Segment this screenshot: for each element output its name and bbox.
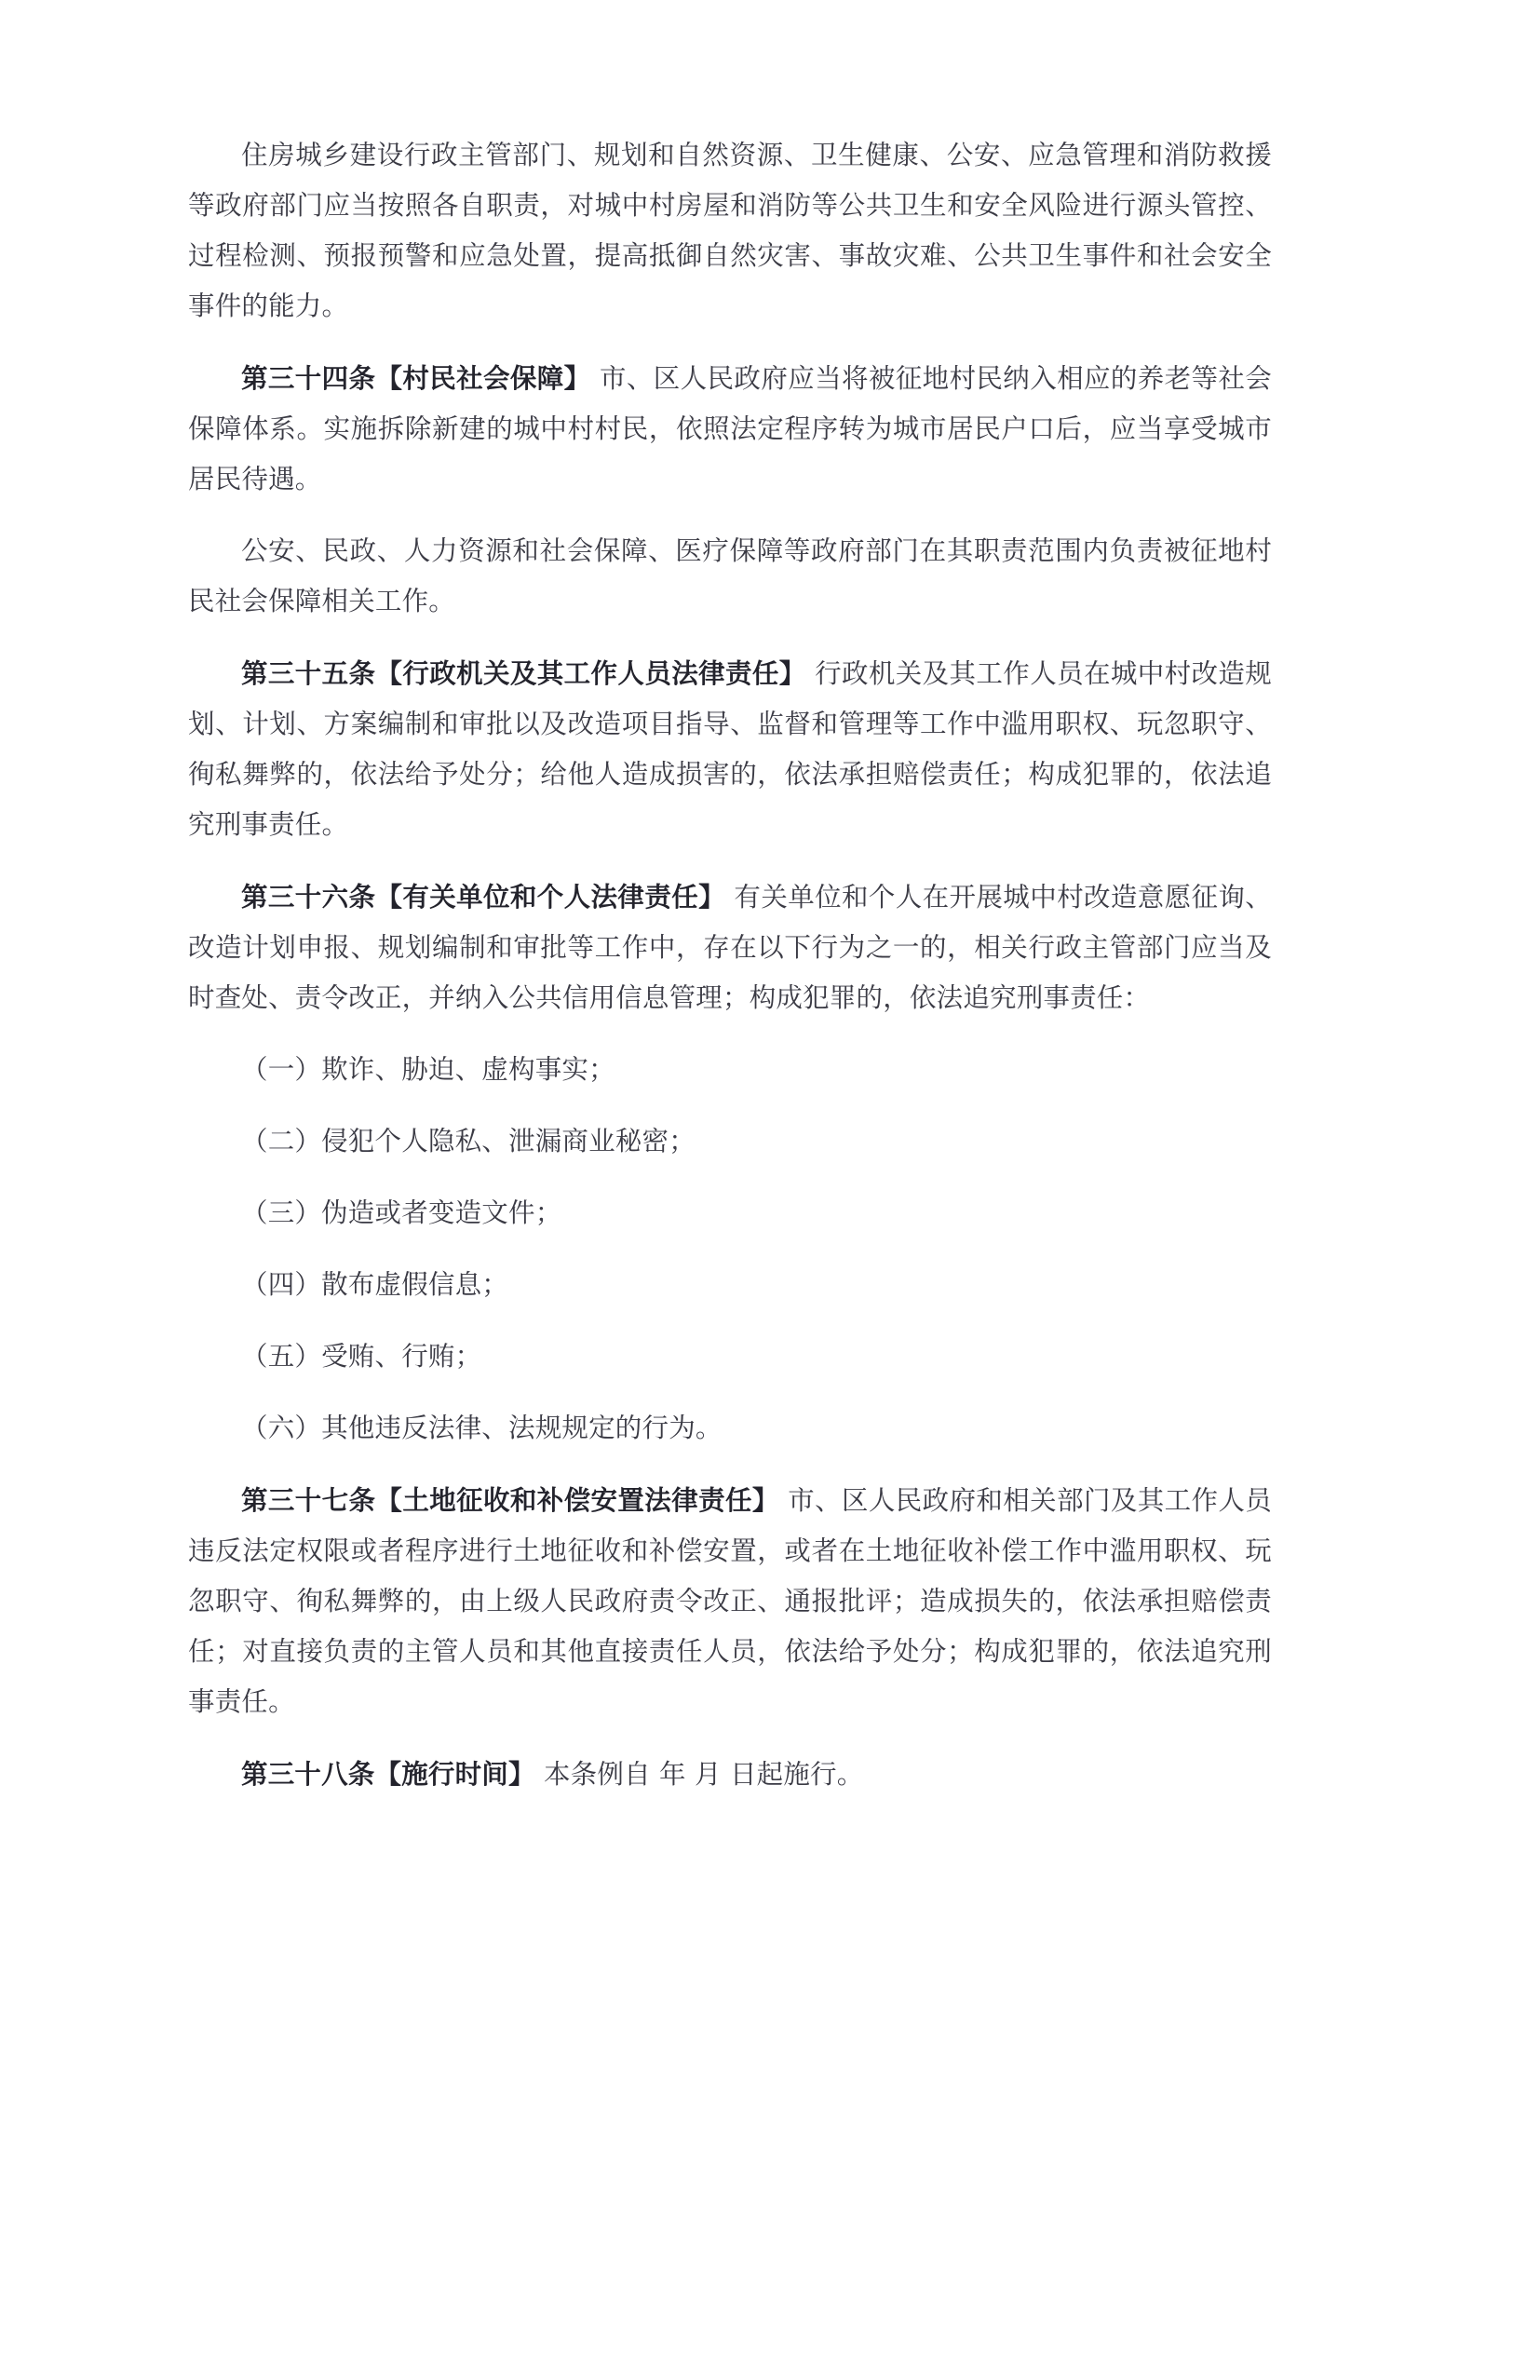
article-37-text: 市、区人民政府和相关部门及其工作人员违反法定权限或者程序进行土地征收和补偿安置，或者在土地征收补偿工作中滥用职权、玩忽职守、徇私舞弊的，由上级人民政府责令改正、通报批评；造成损失的，依法承担赔偿责任；对直接负责的主管人员和其他直接责任人员，依法给予处分；构成犯罪的，依法追究刑事责任。 bbox=[188, 1485, 1272, 1717]
article-38 bbox=[188, 1749, 1272, 1800]
document-body bbox=[188, 130, 1272, 2380]
list-item: （一）欺诈、胁迫、虚构事实； bbox=[241, 1054, 615, 1085]
list-item: （四）散布虚假信息； bbox=[241, 1269, 509, 1300]
article-34-text: 市、区人民政府应当将被征地村民纳入相应的养老等社会保障体系。实施拆除新建的城中村村民，依照法定程序转为城市居民户口后，应当享受城市居民待遇。 bbox=[188, 363, 1272, 494]
paragraph-social-security-departments: 公安、民政、人力资源和社会保障、医疗保障等政府部门在其职责范围内负责被征地村民社会保障相关工作。 bbox=[188, 535, 1272, 616]
article-35 bbox=[188, 648, 1272, 850]
article-38-text: 本条例自 年 月 日起施行。 bbox=[534, 1759, 864, 1790]
article-35-text: 行政机关及其工作人员在城中村改造规划、计划、方案编制和审批以及改造项目指导、监督和管理等工作中滥用职权、玩忽职守、徇私舞弊的，依法给予处分；给他人造成损害的，依法承担赔偿责任；构成犯罪的，依法追究刑事责任。 bbox=[188, 658, 1272, 840]
list-item: （五）受贿、行贿； bbox=[241, 1341, 482, 1372]
article-35-heading: 第三十五条【行政机关及其工作人员法律责任】 bbox=[241, 657, 806, 689]
article-34 bbox=[188, 353, 1272, 505]
paragraph-housing-departments: 住房城乡建设行政主管部门、规划和自然资源、卫生健康、公安、应急管理和消防救援等政府部门应当按照各自职责，对城中村房屋和消防等公共卫生和安全风险进行源头管控、过程检测、预报预警和应急处置，提高抵御自然灾害、事故灾难、公共卫生事件和社会安全事件的能力。 bbox=[188, 140, 1272, 321]
article-36-text: 有关单位和个人在开展城中村改造意愿征询、改造计划申报、规划编制和审批等工作中，存在以下行为之一的，相关行政主管部门应当及时查处、责令改正，并纳入公共信用信息管理；构成犯罪的，依法追究刑事责任： bbox=[188, 882, 1272, 1013]
list-item: （六）其他违反法律、法规规定的行为。 bbox=[241, 1413, 723, 1443]
article-36 bbox=[188, 872, 1272, 1023]
article-38-heading: 第三十八条【施行时间】 bbox=[241, 1758, 535, 1790]
article-36-heading: 第三十六条【有关单位和个人法律责任】 bbox=[241, 881, 725, 913]
article-37 bbox=[188, 1475, 1272, 1727]
article-34-heading: 第三十四条【村民社会保障】 bbox=[241, 362, 591, 394]
list-item: （二）侵犯个人隐私、泄漏商业秘密； bbox=[241, 1126, 696, 1156]
article-37-heading: 第三十七条【土地征收和补偿安置法律责任】 bbox=[241, 1484, 779, 1516]
list-item: （三）伪造或者变造文件； bbox=[241, 1197, 562, 1228]
page-bottom-whitespace bbox=[188, 1821, 1272, 2380]
